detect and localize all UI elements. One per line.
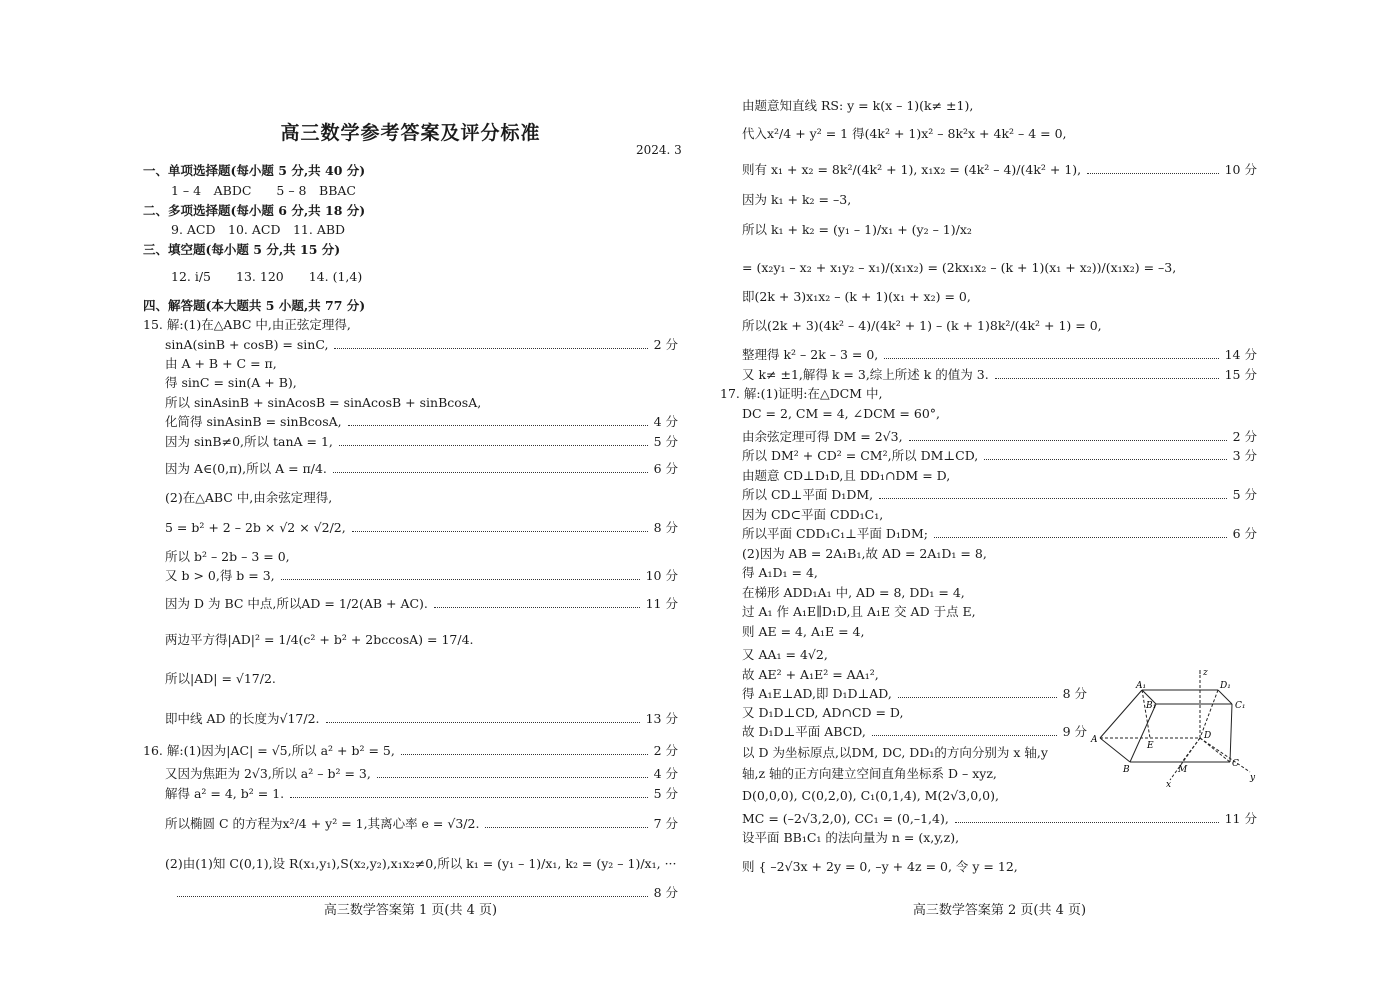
footer-page-1: 高三数学答案第 1 页(共 4 页) <box>323 903 498 918</box>
line-text: 又 b > 0,得 b = 3, <box>165 568 275 583</box>
line-text: 9. ACD 10. ACD 11. ABD <box>171 222 346 237</box>
line-text: sinA(sinB + cosB) = sinC, <box>165 337 329 352</box>
line-text: 由 A + B + C = π, <box>165 356 277 371</box>
label-C: C <box>1232 759 1239 769</box>
label-D1: D₁ <box>1220 681 1231 691</box>
score-label: 5 分 <box>1232 487 1257 502</box>
score-label: 8 分 <box>653 885 678 900</box>
text-line <box>143 202 678 220</box>
line-text: 所以 DM² + CD² = CM²,所以 DM⊥CD, <box>742 448 979 463</box>
score-label: 15 分 <box>1224 367 1257 382</box>
dot-leader <box>872 723 1057 736</box>
text-line <box>143 433 678 451</box>
text-line <box>742 288 1257 306</box>
dot-leader <box>879 486 1226 499</box>
label-x-axis: x <box>1166 780 1172 788</box>
line-text: 由余弦定理可得 DM = 2√3, <box>742 429 903 444</box>
score-label: 2 分 <box>1232 429 1257 444</box>
line-text: 所以 b² – 2b – 3 = 0, <box>165 549 290 564</box>
line-text: 一、单项选择题(每小题 5 分,共 40 分) <box>143 163 366 178</box>
text-line <box>143 595 678 613</box>
score-label: 2 分 <box>653 743 678 758</box>
score-label: 11 分 <box>1224 811 1257 826</box>
text-line <box>143 460 678 478</box>
score-label: 11 分 <box>645 596 678 611</box>
line-text: 17. 解:(1)证明:在△DCM 中, <box>720 386 883 401</box>
line-text: 1 – 4 ABDC 5 – 8 BBAC <box>171 183 356 198</box>
score-label: 5 分 <box>653 434 678 449</box>
line-text: 化简得 sinAsinB = sinBcosA, <box>165 414 342 429</box>
line-text: 所以 k₁ + k₂ = (y₁ – 1)/x₁ + (y₂ – 1)/x₂ <box>742 222 972 237</box>
dot-leader <box>401 742 648 755</box>
line-text: 三、填空题(每小题 5 分,共 15 分) <box>143 242 341 257</box>
text-line <box>742 723 1087 741</box>
text-line <box>742 787 1257 805</box>
label-z-axis: z <box>1203 668 1208 678</box>
text-line <box>143 316 678 334</box>
text-line <box>143 221 678 239</box>
dot-leader <box>934 525 1227 538</box>
label-A1: A₁ <box>1136 681 1147 691</box>
text-line <box>742 97 1257 115</box>
line-text: 则有 x₁ + x₂ = 8k²/(4k² + 1), x₁x₂ = (4k² – 4)/(4k² + 1), <box>742 162 1082 177</box>
line-text: 过 A₁ 作 A₁E∥D₁D,且 A₁E 交 AD 于点 E, <box>742 604 976 619</box>
text-line <box>143 815 678 833</box>
line-text: 整理得 k² – 2k – 3 = 0, <box>742 347 879 362</box>
line-text: 四、解答题(本大题共 5 小题,共 77 分) <box>143 298 366 313</box>
text-line <box>143 855 678 873</box>
label-C1: C₁ <box>1235 701 1246 711</box>
line-text: 设平面 BB₁C₁ 的法向量为 n = (x,y,z), <box>742 830 960 845</box>
line-text: 则 { –2√3x + 2y = 0, –y + 4z = 0, 令 y = 12, <box>742 859 1018 874</box>
text-line <box>742 428 1257 446</box>
line-text: 所以椭圆 C 的方程为x²/4 + y² = 1,其离心率 e = √3/2. <box>165 816 480 831</box>
text-line <box>742 467 1257 485</box>
text-line <box>742 525 1257 543</box>
dot-leader <box>334 336 647 349</box>
line-text: 故 D₁D⊥平面 ABCD, <box>742 724 866 739</box>
frustum-diagram <box>1090 666 1258 788</box>
line-text: 16. 解:(1)因为|AC| = √5,所以 a² + b² = 5, <box>143 743 395 758</box>
text-line <box>742 317 1257 335</box>
line-text: 又 AA₁ = 4√2, <box>742 647 828 662</box>
line-text: 所以 CD⊥平面 D₁DM, <box>742 487 874 502</box>
score-label: 7 分 <box>653 816 678 831</box>
text-line <box>742 366 1257 384</box>
score-label: 8 分 <box>1062 686 1087 701</box>
text-line <box>742 405 1257 423</box>
label-B: B <box>1123 765 1130 775</box>
score-label: 5 分 <box>653 786 678 801</box>
text-line <box>143 765 678 783</box>
text-line <box>143 631 678 649</box>
text-line <box>742 584 1257 602</box>
line-text: 因为 D 为 BC 中点,所以AD = 1/2(AB + AC). <box>165 596 428 611</box>
line-text: 12. i/5 13. 120 14. (1,4) <box>171 269 363 284</box>
line-text: 二、多项选择题(每小题 6 分,共 18 分) <box>143 203 366 218</box>
line-text: 又 D₁D⊥CD, AD∩CD = D, <box>742 705 904 720</box>
dot-leader <box>1087 161 1218 174</box>
score-label: 8 分 <box>653 520 678 535</box>
text-line <box>742 447 1257 465</box>
line-text: 由题意知直线 RS: y = k(x – 1)(k≠ ±1), <box>742 98 974 113</box>
text-line <box>742 685 1087 703</box>
line-text: 因为 k₁ + k₂ = –3, <box>742 192 852 207</box>
line-text: 以 D 为坐标原点,以DM, DC, DD₁的方向分别为 x 轴,y <box>742 745 1048 760</box>
text-line <box>143 182 678 200</box>
text-line <box>742 623 1257 641</box>
text-line <box>143 336 678 354</box>
line-text: 得 sinC = sin(A + B), <box>165 375 297 390</box>
text-line <box>143 394 678 412</box>
text-line <box>143 162 678 180</box>
label-E: E <box>1147 741 1154 751</box>
dot-leader <box>898 685 1057 698</box>
label-M: M <box>1178 765 1188 775</box>
dot-leader <box>333 460 648 473</box>
label-y-axis: y <box>1250 773 1256 783</box>
text-line <box>720 385 1257 403</box>
dot-leader <box>434 595 640 608</box>
text-line <box>143 241 678 259</box>
dot-leader <box>326 710 640 723</box>
text-line <box>143 710 678 728</box>
text-line <box>143 742 678 760</box>
line-text: D(0,0,0), C(0,2,0), C₁(0,1,4), M(2√3,0,0), <box>742 788 999 803</box>
text-line <box>742 506 1257 524</box>
dot-leader <box>955 810 1219 823</box>
score-label: 10 分 <box>1224 162 1257 177</box>
line-text: 所以平面 CDD₁C₁⊥平面 D₁DM; <box>742 526 928 541</box>
line-text: 所以|AD| = √17/2. <box>165 671 276 686</box>
dot-leader <box>281 567 640 580</box>
footer-page-2: 高三数学答案第 2 页(共 4 页) <box>912 903 1087 918</box>
line-text: 轴,z 轴的正方向建立空间直角坐标系 D – xyz, <box>742 766 997 781</box>
dot-leader <box>984 447 1226 460</box>
line-text: 故 AE² + A₁E² = AA₁², <box>742 667 879 682</box>
line-text: 因为 CD⊂平面 CDD₁C₁, <box>742 507 884 522</box>
line-text: = (x₂y₁ – x₂ + x₁y₂ – x₁)/(x₁x₂) = (2kx₁x₂ – (k + 1)(x₁ + x₂))/(x₁x₂) = –3, <box>742 260 1177 275</box>
line-text: 所以(2k + 3)(4k² – 4)/(4k² + 1) – (k + 1)8k²/(4k² + 1) = 0, <box>742 318 1102 333</box>
dot-leader <box>884 346 1218 359</box>
line-text: 即(2k + 3)x₁x₂ – (k + 1)(x₁ + x₂) = 0, <box>742 289 971 304</box>
text-line <box>143 548 678 566</box>
text-line <box>742 346 1257 364</box>
line-text: 在梯形 ADD₁A₁ 中, AD = 8, DD₁ = 4, <box>742 585 965 600</box>
score-label: 13 分 <box>645 711 678 726</box>
text-line <box>742 259 1257 277</box>
line-text: 又 k≠ ±1,解得 k = 3,综上所述 k 的值为 3. <box>742 367 989 382</box>
line-text: 得 A₁E⊥AD,即 D₁D⊥AD, <box>742 686 892 701</box>
text-line <box>742 646 1257 664</box>
page-title: 高三数学参考答案及评分标准 <box>280 122 541 144</box>
line-text: MC = (–2√3,2,0), CC₁ = (0,–1,4), <box>742 811 949 826</box>
line-text: DC = 2, CM = 4, ∠DCM = 60°, <box>742 406 940 421</box>
text-line <box>742 858 1257 876</box>
dot-leader <box>339 433 648 446</box>
text-line <box>742 603 1257 621</box>
line-text: 即中线 AD 的长度为√17/2. <box>165 711 320 726</box>
text-line <box>742 564 1257 582</box>
score-label: 9 分 <box>1062 724 1087 739</box>
frustum-figure <box>1090 666 1258 788</box>
score-label: 6 分 <box>653 461 678 476</box>
line-text: 因为 sinB≠0,所以 tanA = 1, <box>165 434 333 449</box>
line-text: 因为 A∈(0,π),所以 A = π/4. <box>165 461 327 476</box>
text-line <box>143 670 678 688</box>
line-text: 5 = b² + 2 – 2b × √2 × √2/2, <box>165 520 346 535</box>
line-text: 15. 解:(1)在△ABC 中,由正弦定理得, <box>143 317 351 332</box>
dot-leader <box>995 366 1219 379</box>
line-text: 所以 sinAsinB + sinAcosB = sinAcosB + sinBcosA, <box>165 395 482 410</box>
score-label: 3 分 <box>1232 448 1257 463</box>
text-line <box>742 191 1257 209</box>
line-text: 则 AE = 4, A₁E = 4, <box>742 624 865 639</box>
text-line <box>143 268 678 286</box>
text-line <box>143 785 678 803</box>
score-label: 4 分 <box>653 766 678 781</box>
document-date: 2024. 3 <box>636 143 682 157</box>
dot-leader <box>290 785 647 798</box>
text-line <box>742 486 1257 504</box>
text-line <box>143 489 678 507</box>
score-label: 4 分 <box>653 414 678 429</box>
label-A: A <box>1091 735 1098 745</box>
score-label: 14 分 <box>1224 347 1257 362</box>
score-label: 10 分 <box>645 568 678 583</box>
dot-leader <box>485 815 647 828</box>
dot-leader <box>177 884 648 897</box>
line-text: (2)在△ABC 中,由余弦定理得, <box>165 490 333 505</box>
dot-leader <box>377 765 648 778</box>
text-line <box>143 374 678 392</box>
text-line <box>742 125 1257 143</box>
label-D: D <box>1204 731 1212 741</box>
line-text: 解得 a² = 4, b² = 1. <box>165 786 285 801</box>
line-text: 又因为焦距为 2√3,所以 a² – b² = 3, <box>165 766 371 781</box>
label-B1: B₁ <box>1146 701 1157 711</box>
score-label: 2 分 <box>653 337 678 352</box>
line-text: 代入x²/4 + y² = 1 得(4k² + 1)x² – 8k²x + 4k² – 4 = 0, <box>742 126 1067 141</box>
text-line <box>742 810 1257 828</box>
text-line <box>742 221 1257 239</box>
text-line <box>143 413 678 431</box>
dot-leader <box>348 413 648 426</box>
text-line <box>742 161 1257 179</box>
text-line <box>143 297 678 315</box>
text-line <box>143 567 678 585</box>
text-line <box>143 519 678 537</box>
dot-leader <box>352 519 648 532</box>
score-label: 6 分 <box>1232 526 1257 541</box>
line-text: 得 A₁D₁ = 4, <box>742 565 818 580</box>
text-line <box>742 829 1257 847</box>
line-text: 由题意 CD⊥D₁D,且 DD₁∩DM = D, <box>742 468 951 483</box>
line-text: (2)因为 AB = 2A₁B₁,故 AD = 2A₁D₁ = 8, <box>742 546 987 561</box>
line-text: (2)由(1)知 C(0,1),设 R(x₁,y₁),S(x₂,y₂),x₁x₂≠0,所以 k₁ = (y₁ – 1)/x₁, k₂ = (y₂ – 1)/x₁, ··· <box>165 856 677 871</box>
dot-leader <box>909 428 1227 441</box>
text-line <box>143 355 678 373</box>
line-text: 两边平方得|AD|² = 1/4(c² + b² + 2bccosA) = 17/4. <box>165 632 474 647</box>
text-line <box>742 545 1257 563</box>
